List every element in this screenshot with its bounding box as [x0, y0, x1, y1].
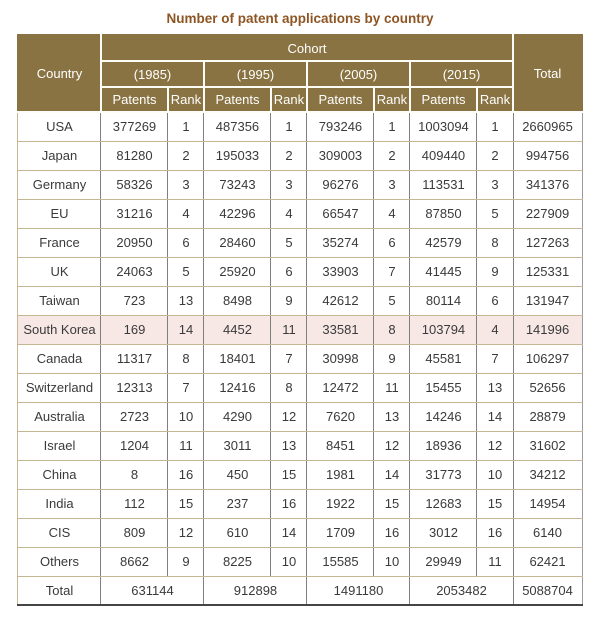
row-total-cell: 28879	[513, 402, 582, 431]
patents-cell: 809	[101, 518, 168, 547]
rank-cell: 10	[271, 547, 307, 576]
rank-cell: 9	[271, 286, 307, 315]
patents-cell: 793246	[307, 112, 374, 141]
table-row	[18, 257, 582, 286]
patents-cell: 66547	[307, 199, 374, 228]
rank-cell: 7	[477, 344, 513, 373]
row-total-cell: 141996	[513, 315, 582, 344]
country-cell: Canada	[18, 344, 101, 373]
table-row	[18, 518, 582, 547]
patents-cell: 103794	[410, 315, 477, 344]
rank-cell: 9	[374, 344, 410, 373]
patents-cell: 12313	[101, 373, 168, 402]
rank-cell: 1	[374, 112, 410, 141]
patents-cell: 112	[101, 489, 168, 518]
patents-cell: 1709	[307, 518, 374, 547]
patents-cell: 87850	[410, 199, 477, 228]
country-cell: Israel	[18, 431, 101, 460]
country-cell: Japan	[18, 141, 101, 170]
table-row	[18, 199, 582, 228]
rank-cell: 11	[271, 315, 307, 344]
rank-cell: 8	[477, 228, 513, 257]
rank-cell: 10	[477, 460, 513, 489]
rank-cell: 13	[271, 431, 307, 460]
patents-subheader-2015: Patents	[410, 87, 477, 112]
country-cell: France	[18, 228, 101, 257]
rank-cell: 6	[374, 228, 410, 257]
rank-cell: 5	[477, 199, 513, 228]
row-total-cell: 106297	[513, 344, 582, 373]
table-row	[18, 170, 582, 199]
patents-cell: 2723	[101, 402, 168, 431]
patents-cell: 35274	[307, 228, 374, 257]
country-cell: South Korea	[18, 315, 101, 344]
rank-cell: 3	[477, 170, 513, 199]
patents-subheader-1995: Patents	[204, 87, 271, 112]
total-1995-cell: 912898	[204, 576, 307, 605]
rank-cell: 2	[271, 141, 307, 170]
rank-cell: 2	[168, 141, 204, 170]
patents-cell: 8498	[204, 286, 271, 315]
patents-cell: 42612	[307, 286, 374, 315]
rank-cell: 3	[271, 170, 307, 199]
row-total-cell: 227909	[513, 199, 582, 228]
patents-cell: 12472	[307, 373, 374, 402]
patents-cell: 487356	[204, 112, 271, 141]
year-header-2015: (2015)	[410, 61, 513, 87]
year-header-1995: (1995)	[204, 61, 307, 87]
patents-cell: 3012	[410, 518, 477, 547]
rank-subheader-1995: Rank	[271, 87, 307, 112]
row-total-cell: 2660965	[513, 112, 582, 141]
rank-cell: 15	[271, 460, 307, 489]
total-2005-cell: 1491180	[307, 576, 410, 605]
rank-cell: 15	[374, 489, 410, 518]
row-total-cell: 125331	[513, 257, 582, 286]
patents-cell: 1003094	[410, 112, 477, 141]
patents-cell: 12683	[410, 489, 477, 518]
country-cell: CIS	[18, 518, 101, 547]
patents-cell: 25920	[204, 257, 271, 286]
row-total-cell: 6140	[513, 518, 582, 547]
patents-cell: 377269	[101, 112, 168, 141]
patents-cell: 45581	[410, 344, 477, 373]
table-row	[18, 286, 582, 315]
rank-cell: 8	[374, 315, 410, 344]
patents-cell: 33581	[307, 315, 374, 344]
rank-cell: 16	[271, 489, 307, 518]
table-row	[18, 402, 582, 431]
country-cell: USA	[18, 112, 101, 141]
patents-cell: 28460	[204, 228, 271, 257]
country-cell: UK	[18, 257, 101, 286]
row-total-cell: 131947	[513, 286, 582, 315]
rank-cell: 10	[168, 402, 204, 431]
patents-subheader-2005: Patents	[307, 87, 374, 112]
country-cell: Taiwan	[18, 286, 101, 315]
patents-cell: 1922	[307, 489, 374, 518]
patents-cell: 12416	[204, 373, 271, 402]
patents-cell: 29949	[410, 547, 477, 576]
rank-cell: 7	[374, 257, 410, 286]
rank-cell: 6	[271, 257, 307, 286]
rank-cell: 2	[477, 141, 513, 170]
table-row	[18, 112, 582, 141]
patents-cell: 409440	[410, 141, 477, 170]
rank-cell: 3	[374, 170, 410, 199]
rank-cell: 11	[477, 547, 513, 576]
rank-cell: 1	[271, 112, 307, 141]
patents-cell: 15455	[410, 373, 477, 402]
year-header-2005: (2005)	[307, 61, 410, 87]
table-header	[18, 35, 582, 112]
patents-cell: 3011	[204, 431, 271, 460]
rank-cell: 14	[477, 402, 513, 431]
row-total-cell: 14954	[513, 489, 582, 518]
patents-cell: 610	[204, 518, 271, 547]
cohort-group-header: Cohort	[101, 35, 513, 61]
row-total-cell: 34212	[513, 460, 582, 489]
rank-cell: 12	[168, 518, 204, 547]
rank-cell: 1	[477, 112, 513, 141]
rank-subheader-1985: Rank	[168, 87, 204, 112]
patents-cell: 4290	[204, 402, 271, 431]
rank-cell: 10	[374, 547, 410, 576]
patents-cell: 42579	[410, 228, 477, 257]
patents-cell: 31216	[101, 199, 168, 228]
page	[0, 11, 600, 606]
total-column-header: Total	[513, 35, 582, 112]
rank-cell: 8	[168, 344, 204, 373]
rank-cell: 3	[168, 170, 204, 199]
total-row	[18, 576, 582, 605]
rank-cell: 2	[374, 141, 410, 170]
patents-cell: 1204	[101, 431, 168, 460]
year-header-1985: (1985)	[101, 61, 204, 87]
patents-cell: 8225	[204, 547, 271, 576]
rank-cell: 13	[477, 373, 513, 402]
row-total-cell: 127263	[513, 228, 582, 257]
rank-cell: 6	[477, 286, 513, 315]
patents-cell: 1981	[307, 460, 374, 489]
rank-cell: 7	[168, 373, 204, 402]
rank-subheader-2015: Rank	[477, 87, 513, 112]
patents-cell: 81280	[101, 141, 168, 170]
table-row	[18, 373, 582, 402]
rank-cell: 4	[477, 315, 513, 344]
rank-cell: 12	[271, 402, 307, 431]
country-cell: Germany	[18, 170, 101, 199]
patents-cell: 18401	[204, 344, 271, 373]
rank-cell: 11	[374, 373, 410, 402]
patents-subheader-1985: Patents	[101, 87, 168, 112]
table-row	[18, 228, 582, 257]
patents-cell: 14246	[410, 402, 477, 431]
rank-cell: 12	[477, 431, 513, 460]
rank-cell: 12	[374, 431, 410, 460]
row-total-cell: 341376	[513, 170, 582, 199]
rank-cell: 1	[168, 112, 204, 141]
country-cell: EU	[18, 199, 101, 228]
row-total-cell: 52656	[513, 373, 582, 402]
table-row	[18, 547, 582, 576]
patents-cell: 309003	[307, 141, 374, 170]
table-row	[18, 489, 582, 518]
patents-cell: 58326	[101, 170, 168, 199]
patents-cell: 20950	[101, 228, 168, 257]
row-total-cell: 994756	[513, 141, 582, 170]
patents-cell: 8662	[101, 547, 168, 576]
table-row	[18, 344, 582, 373]
row-total-cell: 31602	[513, 431, 582, 460]
rank-cell: 15	[477, 489, 513, 518]
rank-cell: 8	[271, 373, 307, 402]
rank-cell: 6	[168, 228, 204, 257]
rank-subheader-2005: Rank	[374, 87, 410, 112]
rank-cell: 4	[168, 199, 204, 228]
rank-cell: 5	[271, 228, 307, 257]
patents-cell: 195033	[204, 141, 271, 170]
patents-cell: 33903	[307, 257, 374, 286]
rank-cell: 15	[168, 489, 204, 518]
rank-cell: 16	[477, 518, 513, 547]
rank-cell: 7	[271, 344, 307, 373]
patents-cell: 4452	[204, 315, 271, 344]
patents-cell: 11317	[101, 344, 168, 373]
country-cell: Switzerland	[18, 373, 101, 402]
rank-cell: 9	[477, 257, 513, 286]
rank-cell: 5	[374, 286, 410, 315]
patents-cell: 96276	[307, 170, 374, 199]
table-row	[18, 315, 582, 344]
country-cell: Australia	[18, 402, 101, 431]
patents-cell: 42296	[204, 199, 271, 228]
grand-total-cell: 5088704	[513, 576, 582, 605]
country-cell: China	[18, 460, 101, 489]
patents-cell: 7620	[307, 402, 374, 431]
total-2015-cell: 2053482	[410, 576, 513, 605]
patents-cell: 450	[204, 460, 271, 489]
total-row-label: Total	[18, 576, 101, 605]
patents-cell: 18936	[410, 431, 477, 460]
rank-cell: 4	[271, 199, 307, 228]
patents-cell: 169	[101, 315, 168, 344]
patents-cell: 723	[101, 286, 168, 315]
patents-cell: 41445	[410, 257, 477, 286]
patents-cell: 73243	[204, 170, 271, 199]
country-cell: Others	[18, 547, 101, 576]
total-1985-cell: 631144	[101, 576, 204, 605]
patents-cell: 237	[204, 489, 271, 518]
patents-cell: 24063	[101, 257, 168, 286]
patents-cell: 8451	[307, 431, 374, 460]
rank-cell: 9	[168, 547, 204, 576]
table-row	[18, 141, 582, 170]
rank-cell: 14	[374, 460, 410, 489]
row-total-cell: 62421	[513, 547, 582, 576]
rank-cell: 13	[168, 286, 204, 315]
patents-cell: 113531	[410, 170, 477, 199]
rank-cell: 16	[168, 460, 204, 489]
patents-cell: 31773	[410, 460, 477, 489]
patents-cell: 30998	[307, 344, 374, 373]
patents-cell: 80114	[410, 286, 477, 315]
patents-cell: 8	[101, 460, 168, 489]
patents-cell: 15585	[307, 547, 374, 576]
table-body	[18, 112, 582, 576]
patent-table	[17, 34, 583, 606]
country-cell: India	[18, 489, 101, 518]
rank-cell: 5	[168, 257, 204, 286]
country-column-header: Country	[18, 35, 101, 112]
rank-cell: 16	[374, 518, 410, 547]
page-title: Number of patent applications by country	[166, 11, 434, 26]
table-row	[18, 431, 582, 460]
rank-cell: 14	[271, 518, 307, 547]
rank-cell: 11	[168, 431, 204, 460]
rank-cell: 14	[168, 315, 204, 344]
rank-cell: 4	[374, 199, 410, 228]
rank-cell: 13	[374, 402, 410, 431]
table-row	[18, 460, 582, 489]
